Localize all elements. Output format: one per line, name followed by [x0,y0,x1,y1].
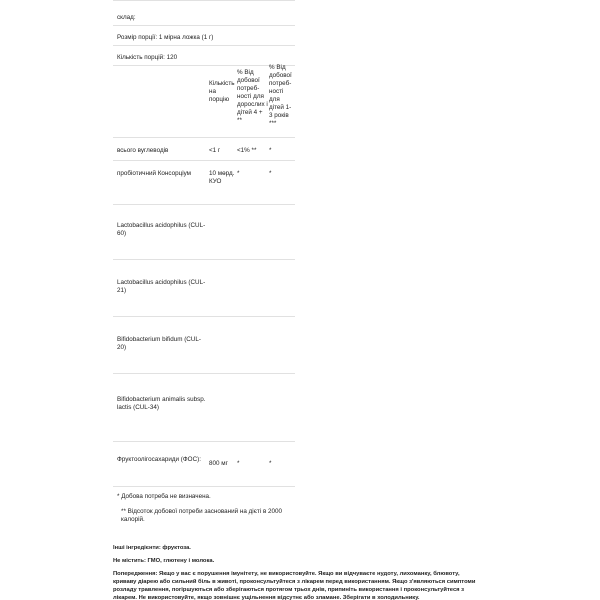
nutrient-name: всього вуглеводів [117,147,169,154]
nutrient-amount: <1 г [209,147,221,154]
footnote-daily-value: * Добова потреба не визначена. [117,493,211,500]
footnotes [113,487,295,524]
supplement-facts-table [113,6,295,524]
nutrient-dv-children: * [269,460,272,467]
nutrient-name: Фруктоолігосахариди (ФОС): [117,456,201,463]
table-row [113,260,295,317]
nutrient-dv-children: * [269,147,272,154]
nutrient-name: Bifidobacterium animalis subsp. lactis (CUL-34) [117,396,206,412]
nutrient-name: пробіотичний Консорціум [117,170,192,177]
servings-count: Кількість порцій: 120 [117,54,178,61]
table-row [113,374,295,442]
nutrient-amount: 10 мөрд. КУО [209,170,235,186]
nutrient-dv-adults: * [237,170,240,177]
table-row [113,205,295,260]
top-divider [113,0,295,1]
table-header-row [113,66,295,138]
table-row [113,442,295,487]
table-row [113,138,295,161]
nutrient-name: Bifidobacterium bifidum (CUL-20) [117,336,201,352]
nutrient-name: Lactobacillus acidophilus (CUL-60) [117,222,206,238]
header-dv-adults: % Від добової потребності для дорослих і дітей 4 + ** [237,69,268,125]
header-amount: Кількість на порцію [209,80,235,104]
nutrient-dv-adults: * [237,460,240,467]
section-label-row [113,6,295,26]
serving-size-row [113,26,295,46]
footnote-percent: ** Відсоток добової потреби заснований на дієті в 2000 калорій. [121,508,283,524]
table-row [113,161,295,205]
nutrient-dv-adults: <1% ** [237,147,257,154]
nutrient-amount: 800 мг [209,460,228,467]
header-dv-children: % Від добової потребності для дітей 1-3 років *** [269,64,292,128]
free-from-note: Не містить: ГМО, глютену і молока. [113,558,215,564]
other-ingredients: Інші інгредієнти: фруктоза. [113,545,191,551]
servings-count-row [113,46,295,66]
section-label: склад: [117,14,136,21]
nutrient-name: Lactobacillus acidophilus (CUL-21) [117,279,206,295]
warning-text: Попередження: Якщо у вас є порушення імунітету, не використовуйте. Якщо ви відчуваєте нудоту, лихоманку, блювоту, криваву діарею або сильний біль в животі, проконсультуйтеся з лікарем перед використанням. Якщо з'являються симптоми розладу травлення, погіршуються або зберігаються протягом трьох днів, припиніть використання і проконсультуйтеся з лікарем. Не використовуйте, якщо зовнішнє ущільнення відсутнє або зламане. Зберігати в холодильнику. [113,571,476,600]
nutrient-dv-children: * [269,170,272,177]
serving-size: Розмір порції: 1 мірна ложка (1 г) [117,34,214,41]
table-row [113,317,295,374]
